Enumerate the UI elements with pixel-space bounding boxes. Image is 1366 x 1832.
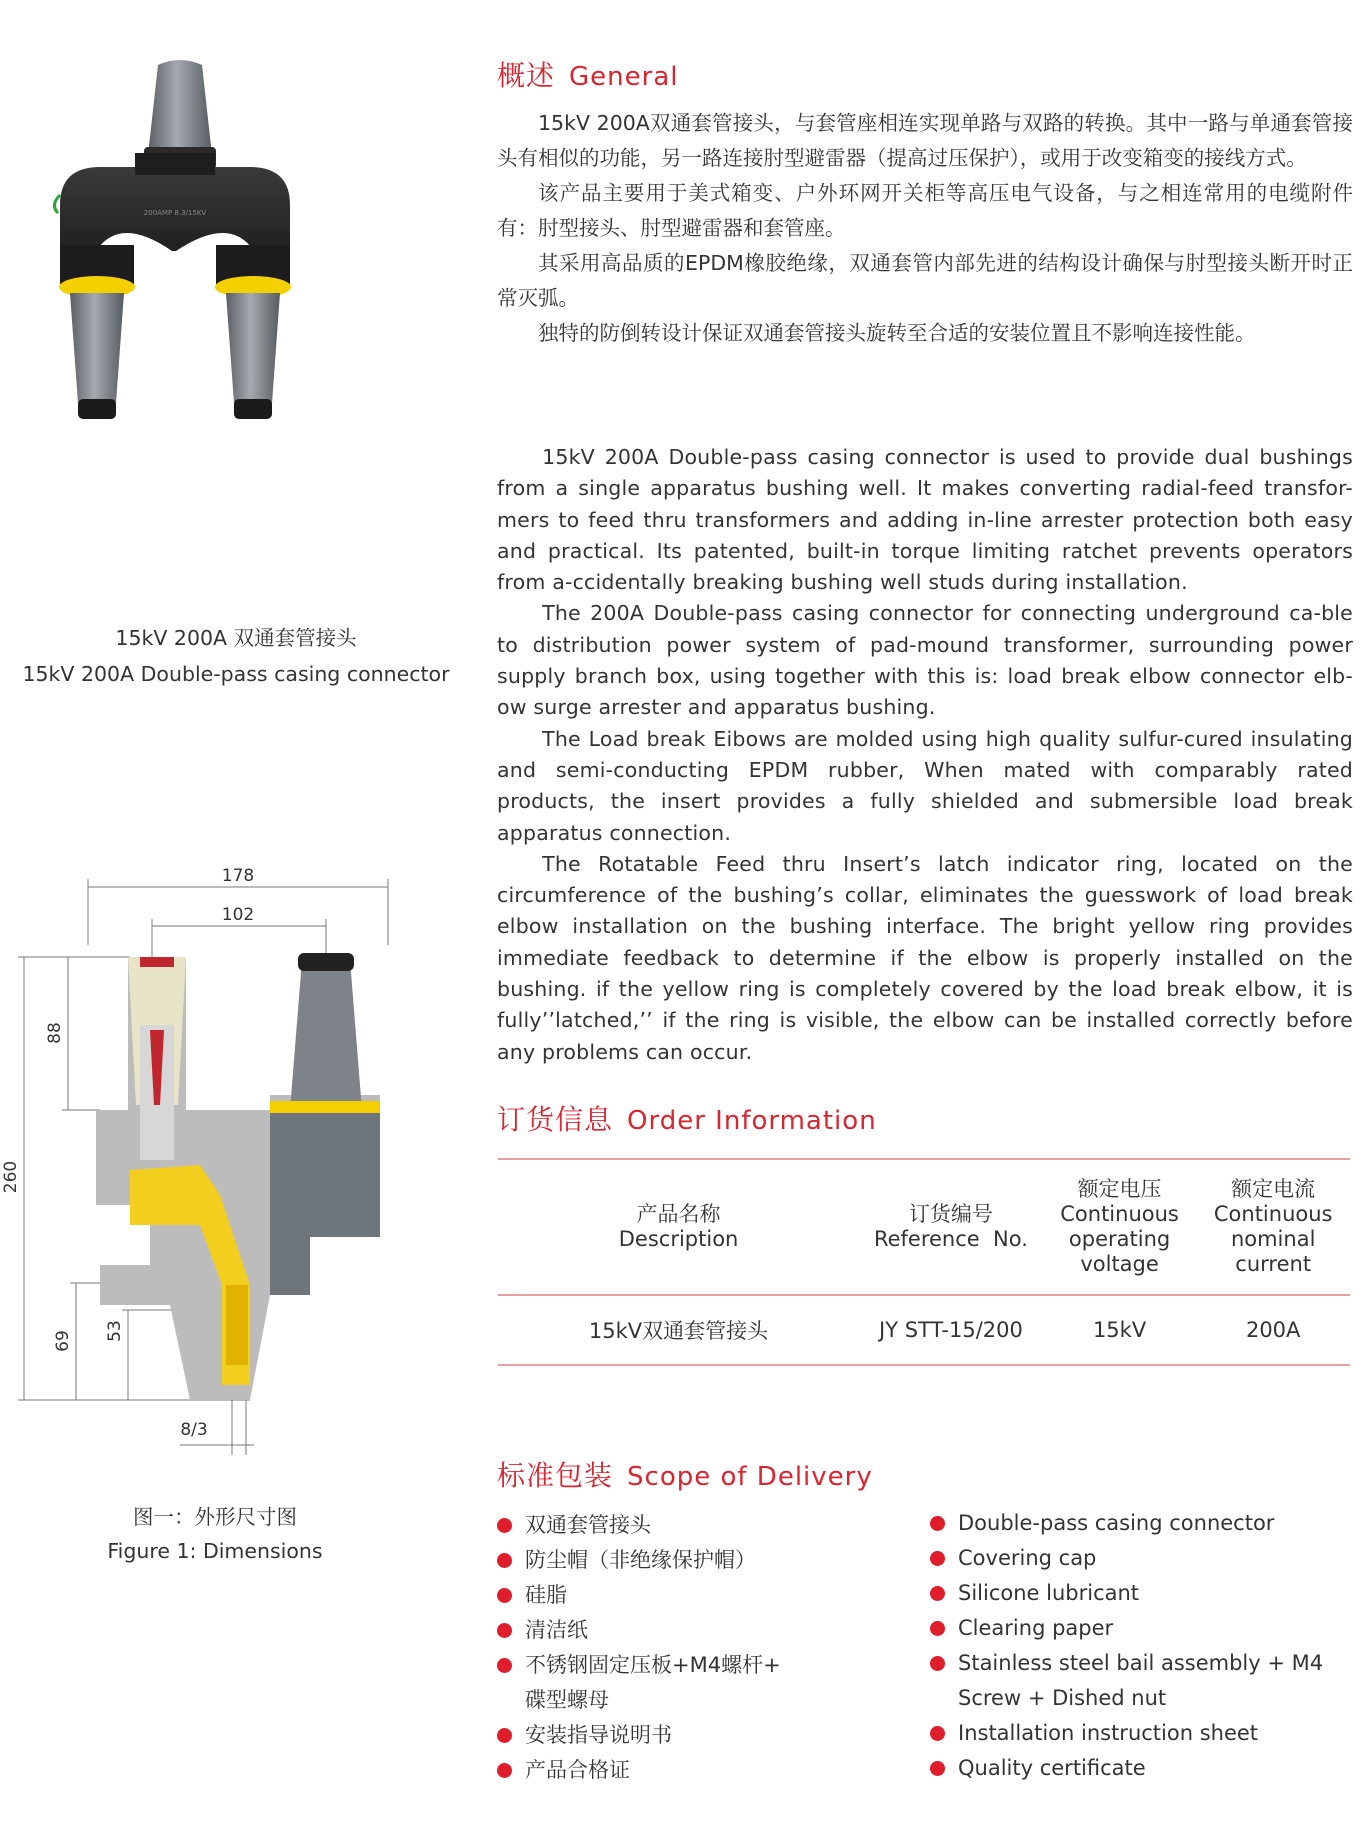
list-item-text: 产品合格证 [525,1758,630,1782]
header-description: 产品名称 Description [498,1159,859,1295]
product-caption-en: 15kV 200A Double-pass casing connector [22,662,450,686]
product-photo [40,55,310,495]
general-heading [497,54,678,94]
delivery-heading-en: Scope of Delivery [627,1462,873,1492]
list-item-text: 清洁纸 [525,1618,588,1642]
list-item-text: Quality certificate [958,1756,1146,1780]
bullet-icon [930,1621,945,1636]
svg-text:200AMP 8.3/15KV: 200AMP 8.3/15KV [143,209,207,217]
bullet-icon [497,1623,512,1638]
header-reference: 订货编号 Reference No. [859,1159,1043,1295]
dim-178: 178 [221,866,255,886]
figure-caption-en: Figure 1: Dimensions [107,1539,323,1563]
product-caption [0,620,472,692]
list-item [930,1506,1350,1541]
list-item [497,1508,917,1543]
list-item [930,1646,1350,1716]
delivery-heading [497,1454,873,1494]
list-item [497,1648,917,1718]
dim-8-3: 8/3 [180,1420,208,1440]
general-heading-en: General [569,62,679,92]
dimension-drawing [0,865,400,1465]
list-item-text: Screw + Dished nut [958,1686,1167,1710]
dim-53: 53 [105,1320,125,1342]
figure-caption [0,1500,430,1568]
general-zh-text [497,106,1353,351]
list-item-text: 安装指导说明书 [525,1723,672,1747]
bullet-icon [497,1518,512,1533]
order-table [498,1158,1350,1366]
list-item [930,1611,1350,1646]
list-item-text: Double-pass casing connector [958,1511,1275,1535]
table-row [498,1295,1350,1365]
list-item-text: 硅脂 [525,1583,567,1607]
dim-88: 88 [45,1022,65,1044]
header-voltage: 额定电压 Continuous operating voltage [1043,1159,1197,1295]
list-item-text: 防尘帽（非绝缘保护帽） [525,1548,756,1572]
figure-caption-zh: 图一：外形尺寸图 [133,1505,297,1529]
order-heading-zh: 订货信息 [497,1103,614,1136]
general-en-paragraph: The Load break Eibows are molded using high quality sulfur-cured insulating and semi-conducting EPDM rubber, When mated with comparably rated products, the insert provides a fully shielded and submersible load break apparatus connection. [497,726,1353,845]
general-zh-paragraph: 其采用高品质的EPDM橡胶绝缘，双通套管内部先进的结构设计确保与肘型接头断开时正常灭弧。 [497,251,1353,310]
cell-description: 15kV双通套管接头 [498,1295,859,1365]
list-item [497,1578,917,1613]
list-item [930,1716,1350,1751]
list-item [497,1753,917,1788]
general-heading-zh: 概述 [497,59,556,92]
bullet-icon [497,1763,512,1778]
order-heading [497,1098,877,1138]
order-table-header [498,1159,1350,1295]
list-item-text: Clearing paper [958,1616,1114,1640]
product-caption-zh: 15kV 200A 双通套管接头 [115,626,357,650]
bullet-icon [930,1551,945,1566]
bullet-icon [497,1658,512,1673]
cell-voltage: 15kV [1043,1295,1197,1365]
dim-69: 69 [53,1330,73,1352]
list-item [497,1543,917,1578]
cell-reference: JY STT-15/200 [859,1295,1043,1365]
bullet-icon [930,1726,945,1741]
dim-102: 102 [221,905,255,925]
list-item-text: Covering cap [958,1546,1097,1570]
general-en-text [497,442,1353,1068]
list-item-text: 不锈钢固定压板+M4螺杆+ [525,1653,781,1677]
general-zh-paragraph: 15kV 200A双通套管接头，与套管座相连实现单路与双路的转换。其中一路与单通套管接头有相似的功能，另一路连接肘型避雷器（提高过压保护），或用于改变箱变的接线方式。 [497,111,1353,170]
general-en-paragraph: 15kV 200A Double-pass casing connector is used to provide dual bushings from a single apparatus bushing well. It makes converting radial-feed transfor-mers to feed thru transformers and adding in-line arrester protection both easy and practical. Its patented, built-in torque limiting ratchet prevents operators from a-ccidentally breaking bushing well studs during installation. [497,445,1353,595]
bullet-icon [930,1761,945,1776]
list-item-text: Silicone lubricant [958,1581,1140,1605]
general-en-paragraph: The Rotatable Feed thru Insert’s latch indicator ring, located on the circumference of the bushing’s collar, eliminates the guesswork of load break elbow installation on the bushing interface. The bright yellow ring provides immediate feedback to determine if the elbow is properly installed on the bushing. if the yellow ring is completely covered by the load break elbow, it is fully’’latched,’’ if the ring is visible, the elbow can be installed correctly before any problems can occur. [497,851,1353,1064]
bullet-icon [497,1588,512,1603]
general-zh-paragraph: 该产品主要用于美式箱变、户外环网开关柜等高压电气设备，与之相连常用的电缆附件有：肘型接头、肘型避雷器和套管座。 [497,181,1353,240]
list-item [930,1541,1350,1576]
delivery-list-zh [497,1508,917,1788]
list-item [497,1718,917,1753]
bullet-icon [497,1728,512,1743]
order-heading-en: Order Information [627,1106,877,1136]
cell-current: 200A [1196,1295,1350,1365]
list-item [497,1613,917,1648]
list-item [930,1751,1350,1786]
dim-260: 260 [1,1160,21,1194]
list-item [930,1576,1350,1611]
list-item-text: 碟型螺母 [525,1688,609,1712]
delivery-list-en [930,1506,1350,1786]
general-en-paragraph: The 200A Double-pass casing connector for connecting underground ca-ble to distribution power system of pad-mound transformer, surrounding power supply branch box, using together with this is: load break elbow connector elb-ow surge arrester and apparatus bushing. [497,601,1353,720]
general-zh-paragraph: 独特的防倒转设计保证双通套管接头旋转至合适的安装位置且不影响连接性能。 [538,321,1256,345]
bullet-icon [930,1586,945,1601]
bullet-icon [930,1516,945,1531]
bullet-icon [930,1656,945,1671]
list-item-text: 双通套管接头 [525,1513,651,1537]
list-item-text: Installation instruction sheet [958,1721,1259,1745]
header-current: 额定电流 Continuous nominal current [1196,1159,1350,1295]
bullet-icon [497,1553,512,1568]
list-item-text: Stainless steel bail assembly + M4 [958,1651,1324,1675]
delivery-heading-zh: 标准包装 [497,1459,614,1492]
